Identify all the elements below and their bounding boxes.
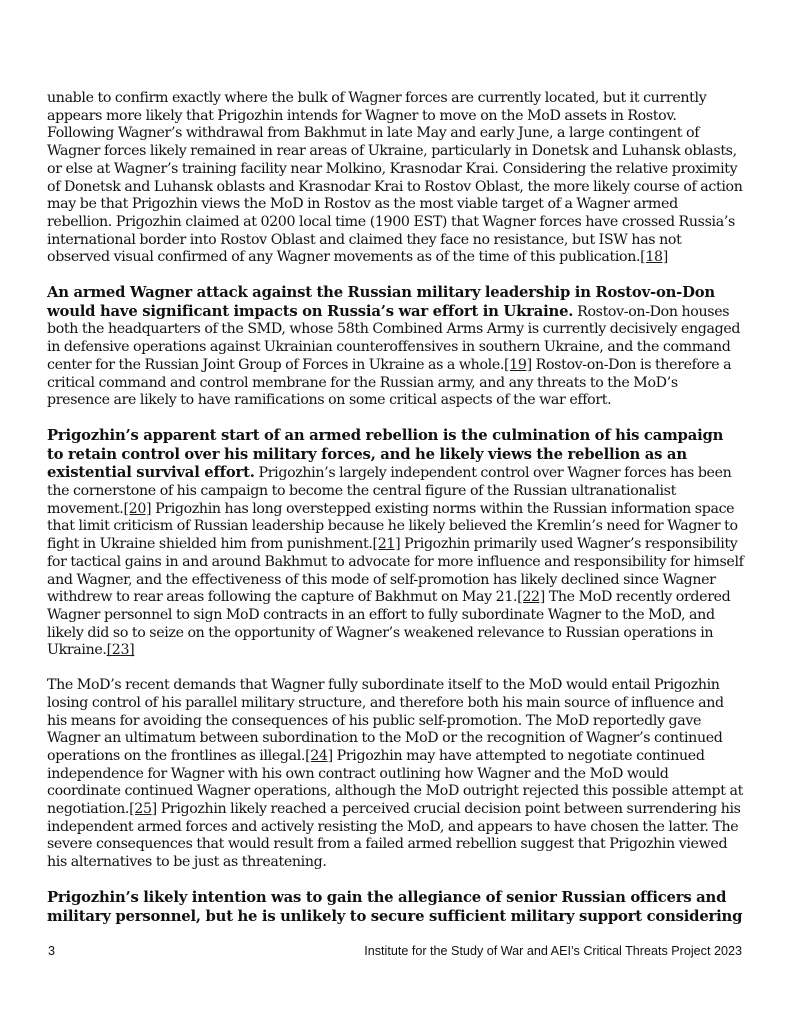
paragraph-lead-bold: An armed Wagner attack against the Russian military leadership in Rostov-on-Don would have significant impacts on Russia’s war effort in Ukraine. <box>47 284 715 320</box>
footnote-link-24[interactable]: [24] <box>305 747 333 764</box>
footnote-link-20[interactable]: [20] <box>123 500 152 517</box>
paragraph-mod-demands <box>47 677 744 872</box>
paragraph-text: The MoD recently ordered Wagner personnel to sign MoD contracts in an effort to fully subordinate Wagner to the MoD, and likely did so to seize on the opportunity of Wagner’s weakened relevance to Russian operations in Ukraine. <box>47 589 731 659</box>
paragraph-lead-bold: Prigozhin’s apparent start of an armed rebellion is the culmination of his campaign to retain control over his military forces, and he likely views the rebellion as an existential survival effort. <box>47 426 724 482</box>
paragraph-text: Rostov-on-Don is therefore a critical command and control membrane for the Russian army, and any threats to the MoD’s presence are likely to have ramifications on some critical aspects of the war effort. <box>47 356 732 409</box>
footnote-link-22[interactable]: [22] <box>517 589 545 606</box>
paragraph-text: Prigozhin likely reached a perceived crucial decision point between surrendering his independent armed forces and actively resisting the MoD, and appears to have chosen the latter. The severe consequences that would result from a failed armed rebellion suggest that Prigozhin viewed his alternatives to be just as threatening. <box>47 801 741 871</box>
paragraph-rostov-impact <box>47 284 744 410</box>
page-number: 3 <box>48 944 56 958</box>
paragraph-text: Prigozhin primarily used Wagner’s responsibility for tactical gains in and around Bakhmut to advocate for more influence and responsibility for himself and Wagner, and the effectiveness of this mode of self-promotion has likely declined since Wagner withdrew to rear areas following the capture of Bakhmut on May 21. <box>47 536 744 606</box>
paragraph-lead-bold: Prigozhin’s likely intention was to gain the allegiance of senior Russian officers and military personnel, but he is unlikely to secure sufficient military support considering <box>47 888 743 925</box>
footnote-link-23[interactable]: [23] <box>106 642 135 659</box>
footnote-link-19[interactable]: [19] <box>504 356 532 373</box>
paragraph-text: unable to confirm exactly where the bulk of Wagner forces are currently located, but it currently appears more likely that Prigozhin intends for Wagner to move on the MoD assets in Rostov. Following Wagner’s withdrawal from Bakhmut in late May and early June, a large contingent of Wagner forces likely remained in rear areas of Ukraine, particularly in Donetsk and Luhansk oblasts, or else at Wagner’s training facility near Molkino, Krasnodar Krai. Considering the relative proximity of Donetsk and Luhansk oblasts and Krasnodar Krai to Rostov Oblast, the more likely course of action may be that Prigozhin views the MoD in Rostov as the most viable target of a Wagner armed rebellion. Prigozhin claimed at 0200 local time (1900 EST) that Wagner forces have crossed Russia’s international border into Rostov Oblast and claimed they face no resistance, but ISW has not observed visual confirmed of any Wagner movements as of the time of this publication. <box>47 90 743 266</box>
paragraph-wagner-location <box>47 90 744 267</box>
footnote-link-18[interactable]: [18] <box>640 249 668 266</box>
paragraph-text: Prigozhin has long overstepped existing norms within the Russian information space that limit criticism of Russian leadership because he likely believed the Kremlin’s need for Wagner to fight in Ukraine shielded him from punishment. <box>47 500 738 553</box>
paragraph-text: Prigozhin’s largely independent control over Wagner forces has been the cornerstone of his campaign to become the central figure of the Russian ultranationalist movement. <box>47 465 732 517</box>
footer-organization: Institute for the Study of War and AEI’s Critical Threats Project 2023 <box>364 944 742 958</box>
paragraph-text: The MoD’s recent demands that Wagner fully subordinate itself to the MoD would entail Prigozhin losing control of his parallel military structure, and therefore both his main source of influence and his means for avoiding the consequences of his public self-promotion. The MoD reportedly gave Wagner an ultimatum between subordination to the MoD or the recognition of Wagner’s continued operations on the frontlines as illegal. <box>47 677 724 764</box>
paragraph-rebellion-culmination <box>47 427 744 660</box>
paragraph-allegiance-intent <box>47 889 744 926</box>
document-body <box>47 90 744 926</box>
footnote-link-21[interactable]: [21] <box>372 536 401 553</box>
paragraph-text: Prigozhin may have attempted to negotiate continued independence for Wagner with his own contract outlining how Wagner and the MoD would coordinate continued Wagner operations, although the MoD outright rejected this possible attempt at negotiation. <box>47 747 743 818</box>
paragraph-text: Rostov-on-Don houses both the headquarters of the SMD, whose 58th Combined Arms Army is currently decisively engaged in defensive operations against Ukrainian counteroffensives in southern Ukraine, and the command center for the Russian Joint Group of Forces in Ukraine as a whole. <box>47 303 741 373</box>
footnote-link-25[interactable]: [25] <box>129 801 157 818</box>
